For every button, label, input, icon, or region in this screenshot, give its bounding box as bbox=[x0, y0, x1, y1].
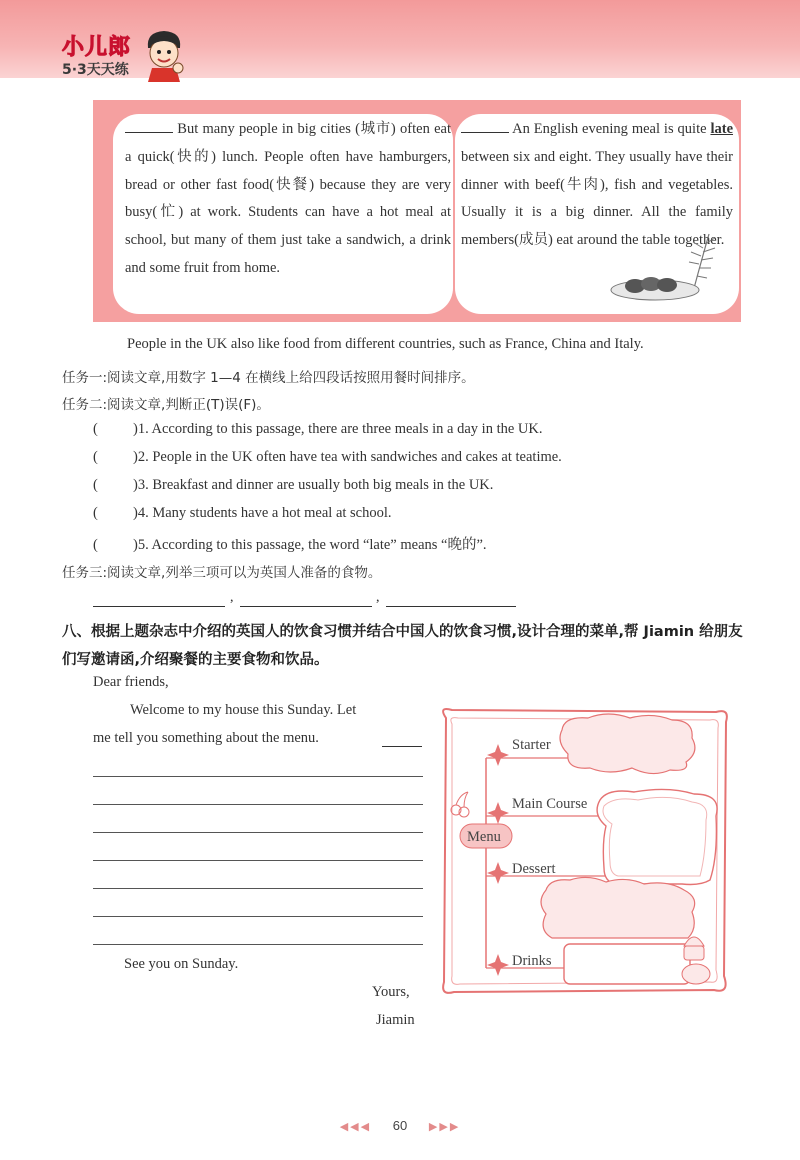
answer-line-2[interactable] bbox=[240, 606, 372, 607]
page-footer bbox=[0, 1118, 800, 1133]
task-three: 任务三:阅读文章,列举三项可以为英国人准备的食物。 bbox=[62, 565, 382, 581]
paragraph-dinner-text: quite bbox=[677, 121, 711, 137]
closing-line: People in the UK also like food from different countries, such as France, China and Italy. bbox=[127, 336, 644, 352]
task-two: 任务二:阅读文章,判断正(T)误(F)。 bbox=[62, 397, 270, 413]
comma-separator: , bbox=[376, 590, 380, 605]
dessert-bubble bbox=[541, 877, 695, 938]
drinks-box bbox=[564, 944, 690, 984]
logo-title: 小儿郎 bbox=[62, 35, 132, 60]
tf-bracket: ( bbox=[93, 449, 98, 465]
prev-arrows-icon: ◀◀◀ bbox=[339, 1121, 372, 1133]
writing-line[interactable] bbox=[93, 888, 423, 889]
tf-item[interactable] bbox=[93, 533, 487, 554]
tf-statement: )3. Breakfast and dinner are usually both big meals in the UK. bbox=[133, 477, 494, 493]
menu-title: Menu bbox=[467, 829, 501, 845]
mascot-boy-icon bbox=[142, 28, 186, 82]
tf-statement: )5. According to this passage, the word “late” means “晚的”. bbox=[133, 537, 487, 553]
tf-statement: )4. Many students have a hot meal at school. bbox=[133, 505, 392, 521]
answer-line-3[interactable] bbox=[386, 606, 516, 607]
paragraph-card-lunch bbox=[113, 114, 453, 314]
keyword-late: late bbox=[710, 121, 734, 137]
tf-item[interactable] bbox=[93, 477, 493, 494]
writing-line[interactable] bbox=[93, 832, 423, 833]
main-course-inner bbox=[603, 797, 707, 876]
menu-item-main-course: Main Course bbox=[512, 796, 588, 812]
paragraph-dinner-body: between six and eight. They usually have their dinner with beef(牛肉), fish and vegetables. Usually it is a big dinner. All the family members(成员) eat around the table together. bbox=[461, 148, 733, 249]
order-blank[interactable] bbox=[125, 120, 173, 133]
paragraph-lunch-body: (城市) often eat a quick(快的) lunch. People often have hamburgers, bread or other fast food(快餐) because they are very busy(忙) at work. Students can have a hot meal at school, but many of them just take a sandwich, a drink and some fruit from home. bbox=[125, 121, 451, 276]
menu-item-dessert: Dessert bbox=[512, 861, 556, 877]
tf-bracket: ( bbox=[93, 505, 98, 521]
bread-plate-icon bbox=[605, 232, 725, 312]
writing-line[interactable] bbox=[93, 804, 423, 805]
letter-line-1: Welcome to my house this Sunday. Let bbox=[130, 702, 357, 718]
section-eight-prompt: 八、根据上题杂志中介绍的英国人的饮食习惯并结合中国人的饮食习惯,设计合理的菜单,帮 Jiamin 给朋友们写邀请函,介绍聚餐的主要食物和饮品。 bbox=[62, 624, 743, 668]
letter-name: Jiamin bbox=[376, 1012, 415, 1028]
reading-passage-box bbox=[93, 100, 741, 322]
order-blank[interactable] bbox=[461, 120, 509, 133]
paragraph-card-dinner bbox=[455, 114, 739, 314]
paragraph-dinner-lead: An English evening meal is bbox=[512, 121, 674, 137]
letter-blank[interactable] bbox=[382, 746, 422, 747]
task-one: 任务一:阅读文章,用数字 1—4 在横线上给四段话按照用餐时间排序。 bbox=[62, 370, 475, 386]
tf-statement: )2. People in the UK often have tea with sandwiches and cakes at teatime. bbox=[133, 449, 562, 465]
teapot-icon bbox=[682, 964, 710, 984]
next-arrows-icon: ▶▶▶ bbox=[428, 1121, 461, 1133]
letter-closing: See you on Sunday. bbox=[124, 956, 239, 972]
tf-bracket: ( bbox=[93, 421, 98, 437]
menu-item-drinks: Drinks bbox=[512, 953, 552, 969]
menu-item-starter: Starter bbox=[512, 737, 551, 753]
comma-separator: , bbox=[230, 590, 234, 605]
letter-signoff: Yours, bbox=[372, 984, 410, 1000]
writing-line[interactable] bbox=[93, 916, 423, 917]
brand-logo bbox=[62, 30, 131, 79]
tf-bracket: ( bbox=[93, 537, 98, 553]
paragraph-lunch-lead: But many people in big cities bbox=[177, 121, 351, 137]
tf-bracket: ( bbox=[93, 477, 98, 493]
writing-line[interactable] bbox=[93, 944, 423, 945]
page-number: 60 bbox=[392, 1118, 408, 1133]
tf-item[interactable] bbox=[93, 421, 543, 438]
writing-line[interactable] bbox=[93, 776, 423, 777]
paragraph-lunch bbox=[125, 116, 451, 283]
letter-greeting: Dear friends, bbox=[93, 674, 169, 690]
starter-bubble bbox=[560, 714, 695, 774]
logo-subtitle: 5·3天天练 bbox=[62, 62, 129, 78]
tf-item[interactable] bbox=[93, 449, 562, 466]
writing-line[interactable] bbox=[93, 860, 423, 861]
answer-line-1[interactable] bbox=[93, 606, 225, 607]
menu-diagram bbox=[438, 706, 732, 998]
letter-line-2: me tell you something about the menu. bbox=[93, 730, 319, 746]
tf-item[interactable] bbox=[93, 505, 392, 522]
tf-statement: )1. According to this passage, there are three meals in a day in the UK. bbox=[133, 421, 543, 437]
